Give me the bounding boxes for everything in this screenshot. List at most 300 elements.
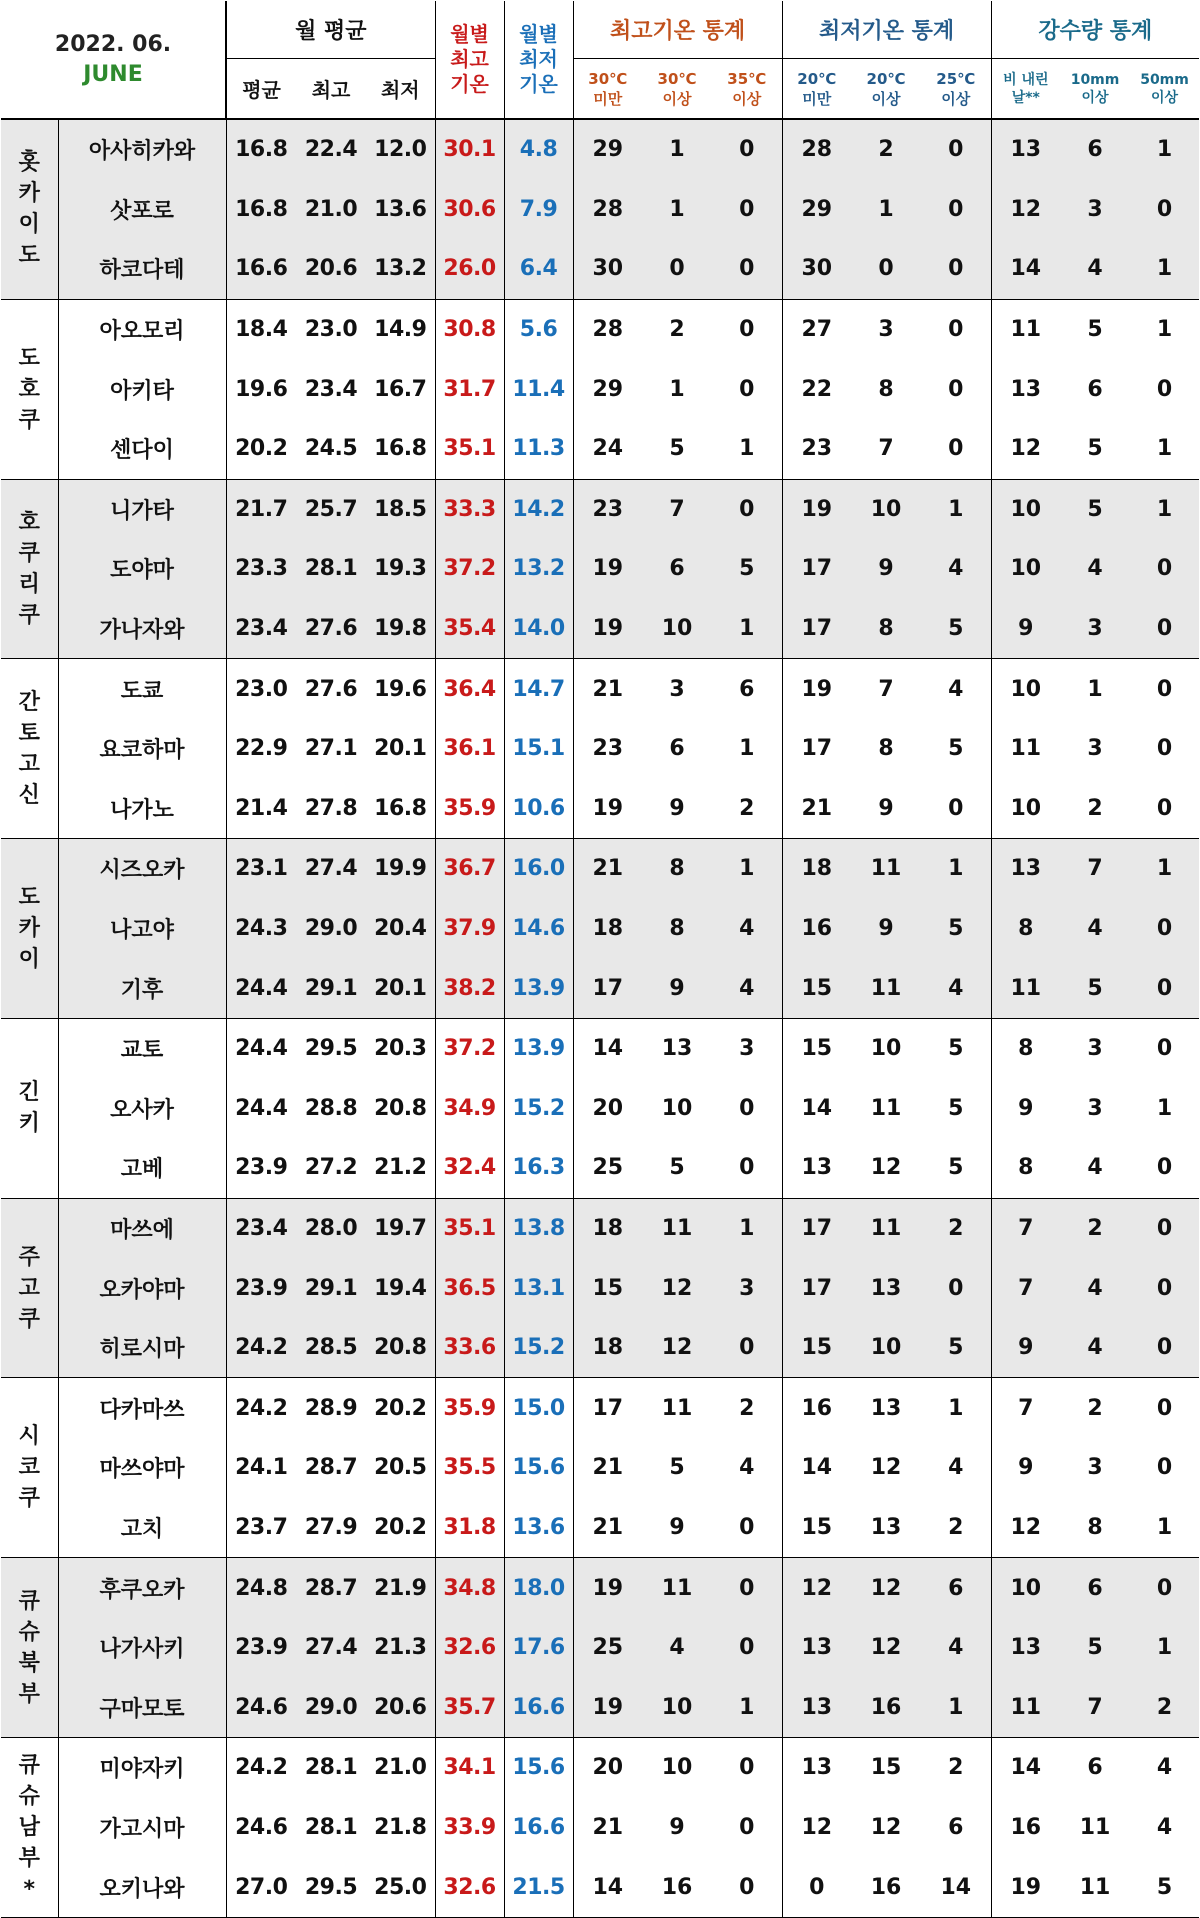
over-30-header [642,59,712,120]
data-cell: 24.2 [226,1378,296,1438]
city-name: 요코하마 [99,738,185,764]
data-cell: 14 [573,1018,642,1078]
data-cell: 23 [782,419,851,479]
table-row [1,1498,1199,1558]
region-name [1,1738,58,1918]
data-cell: 20.4 [366,899,435,959]
table-row [1,1438,1199,1498]
data-cell: 1 [1130,239,1199,299]
data-cell: 21.7 [226,479,296,539]
data-cell: 10 [661,1755,693,1781]
rain-50mm-header [1130,59,1199,120]
data-cell: 14.7 [504,659,573,719]
monthly-min-temp-header [504,1,573,119]
city-name: 구마모토 [58,1677,226,1737]
city-name: 교토 [120,1038,164,1064]
data-cell: 0 [712,180,782,240]
data-cell: 0 [921,119,991,180]
rain-days-header [991,59,1060,120]
data-cell: 19.4 [366,1258,435,1318]
table-row [1,839,1199,899]
data-cell: 12 [991,419,1060,479]
data-cell: 0 [948,317,964,343]
data-cell: 8 [642,839,712,899]
data-cell: 13 [851,1258,921,1318]
data-cell: 13.9 [504,1018,573,1078]
data-cell: 31.8 [435,1498,504,1558]
data-cell: 17 [782,599,851,659]
data-cell: 7 [991,1198,1060,1258]
city-name: 나가사키 [58,1618,226,1678]
data-cell: 12 [782,1798,851,1858]
data-cell: 6 [948,1814,964,1840]
data-cell: 14.6 [504,899,573,959]
data-cell: 20.3 [374,1036,427,1062]
data-cell: 4 [642,1618,712,1678]
region-label: 호쿠리쿠 [18,509,40,628]
data-cell: 34.1 [435,1738,504,1798]
table-row [1,1258,1199,1318]
data-cell: 5 [948,1036,964,1062]
data-cell: 5 [948,736,964,762]
data-cell: 21.3 [366,1618,435,1678]
data-cell: 10 [851,479,921,539]
data-cell: 1 [921,839,991,899]
data-cell: 32.6 [435,1618,504,1678]
rain-10mm-label: 10mm [1070,71,1120,88]
low-stats-header: 최저기온 통계 [782,1,991,59]
data-cell: 15.2 [504,1079,573,1139]
data-cell: 5 [921,599,991,659]
high-stats-header: 최고기온 통계 [573,1,782,59]
data-cell: 2 [851,119,921,180]
data-cell: 19.6 [374,676,427,702]
data-cell: 13.6 [504,1498,573,1558]
table-row [1,239,1199,299]
city-name: 오카야마 [58,1258,226,1318]
data-cell: 16.6 [226,239,296,299]
city-name: 아오모리 [99,319,185,345]
data-cell: 33.9 [435,1798,504,1858]
data-cell: 20.2 [366,1498,435,1558]
table-row [1,1138,1199,1198]
over-20-header [851,59,921,120]
data-cell: 35.7 [435,1677,504,1737]
data-cell: 17.6 [504,1618,573,1678]
data-cell: 8 [1060,1498,1130,1558]
data-cell: 0 [712,1138,782,1198]
data-cell: 16 [851,1677,921,1737]
data-cell: 18.5 [366,479,435,539]
data-cell: 8 [851,599,921,659]
data-cell: 0 [1130,899,1199,959]
data-cell: 36.5 [435,1258,504,1318]
data-cell: 23.3 [226,539,296,599]
data-cell: 25 [573,1138,642,1198]
over-35-sub: 이상 [732,89,762,108]
data-cell: 8 [642,899,712,959]
region-label: 긴키 [18,1080,40,1137]
data-cell: 5 [948,1095,964,1121]
data-cell: 1 [1130,419,1199,479]
data-cell: 27.0 [226,1857,296,1917]
table-row [1,779,1199,839]
data-cell: 14 [991,1738,1060,1798]
table-row [1,1378,1199,1438]
data-cell: 5 [1060,479,1130,539]
data-cell: 2 [1060,779,1130,839]
data-cell: 30 [573,239,642,299]
region-name [1,1018,58,1198]
data-cell: 7 [851,419,921,479]
data-cell: 17 [782,539,851,599]
data-cell: 1 [712,419,782,479]
data-cell: 4 [921,539,991,599]
data-cell: 0 [1156,376,1173,402]
data-cell: 10 [642,599,712,659]
data-cell: 6.4 [504,239,573,299]
data-cell: 29 [573,119,642,180]
data-cell: 24.4 [226,1079,296,1139]
data-cell: 11 [1060,1857,1130,1917]
data-cell: 23 [573,719,642,779]
data-cell: 21.0 [374,1755,427,1781]
data-cell: 15 [782,1018,851,1078]
data-cell: 9 [851,899,921,959]
data-cell: 11.4 [504,359,573,419]
data-cell: 28 [573,180,642,240]
data-cell: 0 [712,1498,782,1558]
data-cell: 24.5 [296,419,366,479]
data-cell: 21 [573,659,642,719]
data-cell: 12 [782,1558,851,1618]
data-cell: 8 [878,736,894,762]
data-cell: 16 [782,899,851,959]
data-cell: 36.4 [435,659,504,719]
data-cell: 3 [1087,1455,1103,1481]
table-row [1,359,1199,419]
data-cell: 16 [642,1857,712,1917]
data-cell: 32.4 [435,1138,504,1198]
table-row [1,1798,1199,1858]
data-cell: 1 [1130,1498,1199,1558]
data-cell: 24.1 [226,1438,296,1498]
data-cell: 25 [573,1618,642,1678]
data-cell: 27.2 [296,1138,366,1198]
data-cell: 28.0 [296,1198,366,1258]
data-cell: 18 [782,839,851,899]
data-cell: 3 [712,1258,782,1318]
data-cell: 12 [851,1618,921,1678]
data-cell: 13 [661,1036,693,1062]
data-cell: 9 [669,1814,685,1840]
data-cell: 13 [991,119,1060,180]
data-cell: 5 [1087,317,1103,343]
data-cell: 1 [1130,119,1199,180]
data-cell: 15 [573,1258,642,1318]
data-cell: 23.7 [226,1498,296,1558]
city-name: 아사히카와 [58,119,226,180]
data-cell: 2 [712,779,782,839]
data-cell: 21.8 [374,1814,427,1840]
region-name [1,1198,58,1378]
data-cell: 1 [851,180,921,240]
data-cell: 16.7 [374,376,427,402]
over-20-sub: 이상 [871,89,901,108]
data-cell: 3 [1087,736,1103,762]
data-cell: 24.6 [226,1677,296,1737]
data-cell: 4 [1060,899,1130,959]
data-cell: 14 [921,1857,991,1917]
data-cell: 38.2 [435,958,504,1018]
data-cell: 2 [1087,1395,1103,1421]
data-cell: 5 [669,1455,685,1481]
data-cell: 5 [1130,1857,1199,1917]
region-name [1,299,58,479]
city-name: 히로시마 [58,1318,226,1378]
data-cell: 5 [921,899,991,959]
data-cell: 0 [1130,1198,1199,1258]
city-name: 나가노 [58,779,226,839]
data-cell: 7 [991,1258,1060,1318]
month-label: JUNE [83,61,143,87]
data-cell: 11 [991,1677,1060,1737]
data-cell: 5 [712,539,782,599]
table-row [1,719,1199,779]
table-row [1,899,1199,959]
data-cell: 19 [782,479,851,539]
data-cell: 30 [782,239,851,299]
data-cell: 19 [573,1677,642,1737]
data-cell: 4 [712,899,782,959]
data-cell: 20.8 [366,1318,435,1378]
data-cell: 4 [1060,539,1130,599]
table-row [1,539,1199,599]
data-cell: 37.2 [435,1018,504,1078]
city-name: 오키나와 [58,1857,226,1917]
data-cell: 14 [991,239,1060,299]
data-cell: 12 [851,1558,921,1618]
over-25-label: 25℃ [936,69,976,88]
data-cell: 8 [991,1138,1060,1198]
data-cell: 6 [669,736,685,762]
data-cell: 1 [921,1677,991,1737]
data-cell: 24.6 [226,1798,296,1858]
data-cell: 9 [642,779,712,839]
data-cell: 27.6 [304,676,358,702]
table-row [1,479,1199,539]
data-cell: 0 [1130,1318,1199,1378]
data-cell: 19.7 [366,1198,435,1258]
city-name: 도쿄 [120,678,164,704]
data-cell: 2 [921,1198,991,1258]
data-cell: 34.8 [435,1558,504,1618]
data-cell: 6 [1060,1558,1130,1618]
data-cell: 7 [1060,1677,1130,1737]
data-cell: 2 [1060,1198,1130,1258]
data-cell: 15.0 [504,1378,573,1438]
city-name: 아키타 [110,378,174,404]
data-cell: 0 [921,180,991,240]
data-cell: 0 [712,1558,782,1618]
data-cell: 12 [991,180,1060,240]
city-name: 고베 [58,1138,226,1198]
data-cell: 1 [1087,676,1103,702]
data-cell: 0 [739,317,755,343]
data-cell: 0 [782,1857,851,1917]
data-cell: 4 [1060,1138,1130,1198]
data-cell: 27.4 [296,1618,366,1678]
data-cell: 4.8 [504,119,573,180]
data-cell: 23.9 [226,1618,296,1678]
data-cell: 4 [948,1455,964,1481]
data-cell: 2 [739,1395,755,1421]
data-cell: 8 [991,899,1060,959]
data-cell: 29.5 [304,1036,358,1062]
region-label: 시코쿠 [18,1424,40,1512]
data-cell: 35.1 [435,419,504,479]
data-cell: 1 [1156,317,1173,343]
rain-10mm-sub: 이상 [1081,89,1109,106]
data-cell: 14.0 [504,599,573,659]
data-cell: 28.5 [296,1318,366,1378]
min-temp-line-1: 월별 [519,22,558,46]
data-cell: 14.9 [374,317,427,343]
data-cell: 35.1 [435,1198,504,1258]
data-cell: 17 [573,1378,642,1438]
data-cell: 21 [782,779,851,839]
data-cell: 3 [1087,1095,1103,1121]
data-cell: 19 [573,539,642,599]
data-cell: 14 [782,1438,851,1498]
data-cell: 10 [851,1318,921,1378]
over-25-sub: 이상 [941,89,971,108]
data-cell: 24.2 [226,1318,296,1378]
data-cell: 16.3 [504,1138,573,1198]
data-cell: 28.1 [296,539,366,599]
data-cell: 30.6 [435,180,504,240]
data-cell: 23 [573,479,642,539]
over-35-label: 35℃ [727,69,767,88]
data-cell: 13.8 [504,1198,573,1258]
data-cell: 1 [1130,839,1199,899]
data-cell: 7 [991,1378,1060,1438]
under-30-label: 30℃ [588,69,628,88]
over-30-sub: 이상 [662,89,692,108]
data-cell: 10 [991,479,1060,539]
data-cell: 17 [782,719,851,779]
data-cell: 0 [1130,958,1199,1018]
under-20-header [782,59,851,120]
data-cell: 12 [642,1258,712,1318]
data-cell: 21.0 [296,180,366,240]
date-header [1,1,226,119]
data-cell: 16 [851,1857,921,1917]
min-temp-line-3: 기온 [519,72,558,96]
data-cell: 16 [782,1378,851,1438]
data-cell: 4 [921,958,991,1018]
data-cell: 19 [573,599,642,659]
data-cell: 18 [573,899,642,959]
data-cell: 28.7 [296,1558,366,1618]
data-cell: 10 [991,1558,1060,1618]
data-cell: 9 [991,1079,1060,1139]
data-cell: 12 [870,1455,902,1481]
max-temp-line-3: 기온 [450,72,489,96]
data-cell: 11 [851,839,921,899]
data-cell: 9 [991,1438,1060,1498]
data-cell: 10 [991,539,1060,599]
data-cell: 23.9 [226,1258,296,1318]
data-cell: 15 [782,1498,851,1558]
data-cell: 19.9 [366,839,435,899]
data-cell: 1 [1156,1095,1173,1121]
data-cell: 25.0 [366,1857,435,1917]
data-cell: 21.9 [366,1558,435,1618]
data-cell: 27.9 [296,1498,366,1558]
data-cell: 11 [851,958,921,1018]
data-cell: 5 [1060,1618,1130,1678]
data-cell: 22.4 [296,119,366,180]
city-name: 센다이 [58,419,226,479]
data-cell: 10 [642,1677,712,1737]
data-cell: 18 [573,1318,642,1378]
data-cell: 15.2 [504,1318,573,1378]
data-cell: 1 [1130,479,1199,539]
data-cell: 0 [1130,1138,1199,1198]
data-cell: 0 [1156,1036,1173,1062]
region-name [1,1558,58,1738]
date-label: 2022. 06. [54,31,172,57]
weather-table [1,1,1199,1918]
data-cell: 1 [642,119,712,180]
max-temp-line-1: 월별 [450,22,489,46]
data-cell: 37.9 [435,899,504,959]
data-cell: 16.8 [226,119,296,180]
data-cell: 25.7 [296,479,366,539]
data-cell: 20.2 [226,419,296,479]
data-cell: 29 [573,359,642,419]
data-cell: 8 [991,1018,1060,1078]
region-label: 주고쿠 [18,1244,40,1332]
data-cell: 12 [851,1138,921,1198]
data-cell: 33.3 [435,479,504,539]
data-cell: 3 [1060,180,1130,240]
data-cell: 15 [870,1755,902,1781]
data-cell: 15 [782,1318,851,1378]
data-cell: 29.0 [296,899,366,959]
table-row [1,958,1199,1018]
data-cell: 32.6 [435,1857,504,1917]
data-cell: 13 [991,359,1060,419]
data-cell: 18.0 [504,1558,573,1618]
data-cell: 3 [1060,599,1130,659]
data-cell: 16.0 [504,839,573,899]
monthly-max-temp-header [435,1,504,119]
table-row [1,659,1199,719]
data-cell: 0 [712,1618,782,1678]
data-cell: 21 [573,1798,642,1858]
data-cell: 0 [1130,539,1199,599]
data-cell: 9 [991,1318,1060,1378]
data-cell: 7 [878,676,894,702]
data-cell: 5 [1060,958,1130,1018]
data-cell: 17 [782,1258,851,1318]
region-name [1,119,58,299]
data-cell: 28.8 [304,1095,358,1121]
data-cell: 5 [642,419,712,479]
data-cell: 27.1 [304,736,358,762]
